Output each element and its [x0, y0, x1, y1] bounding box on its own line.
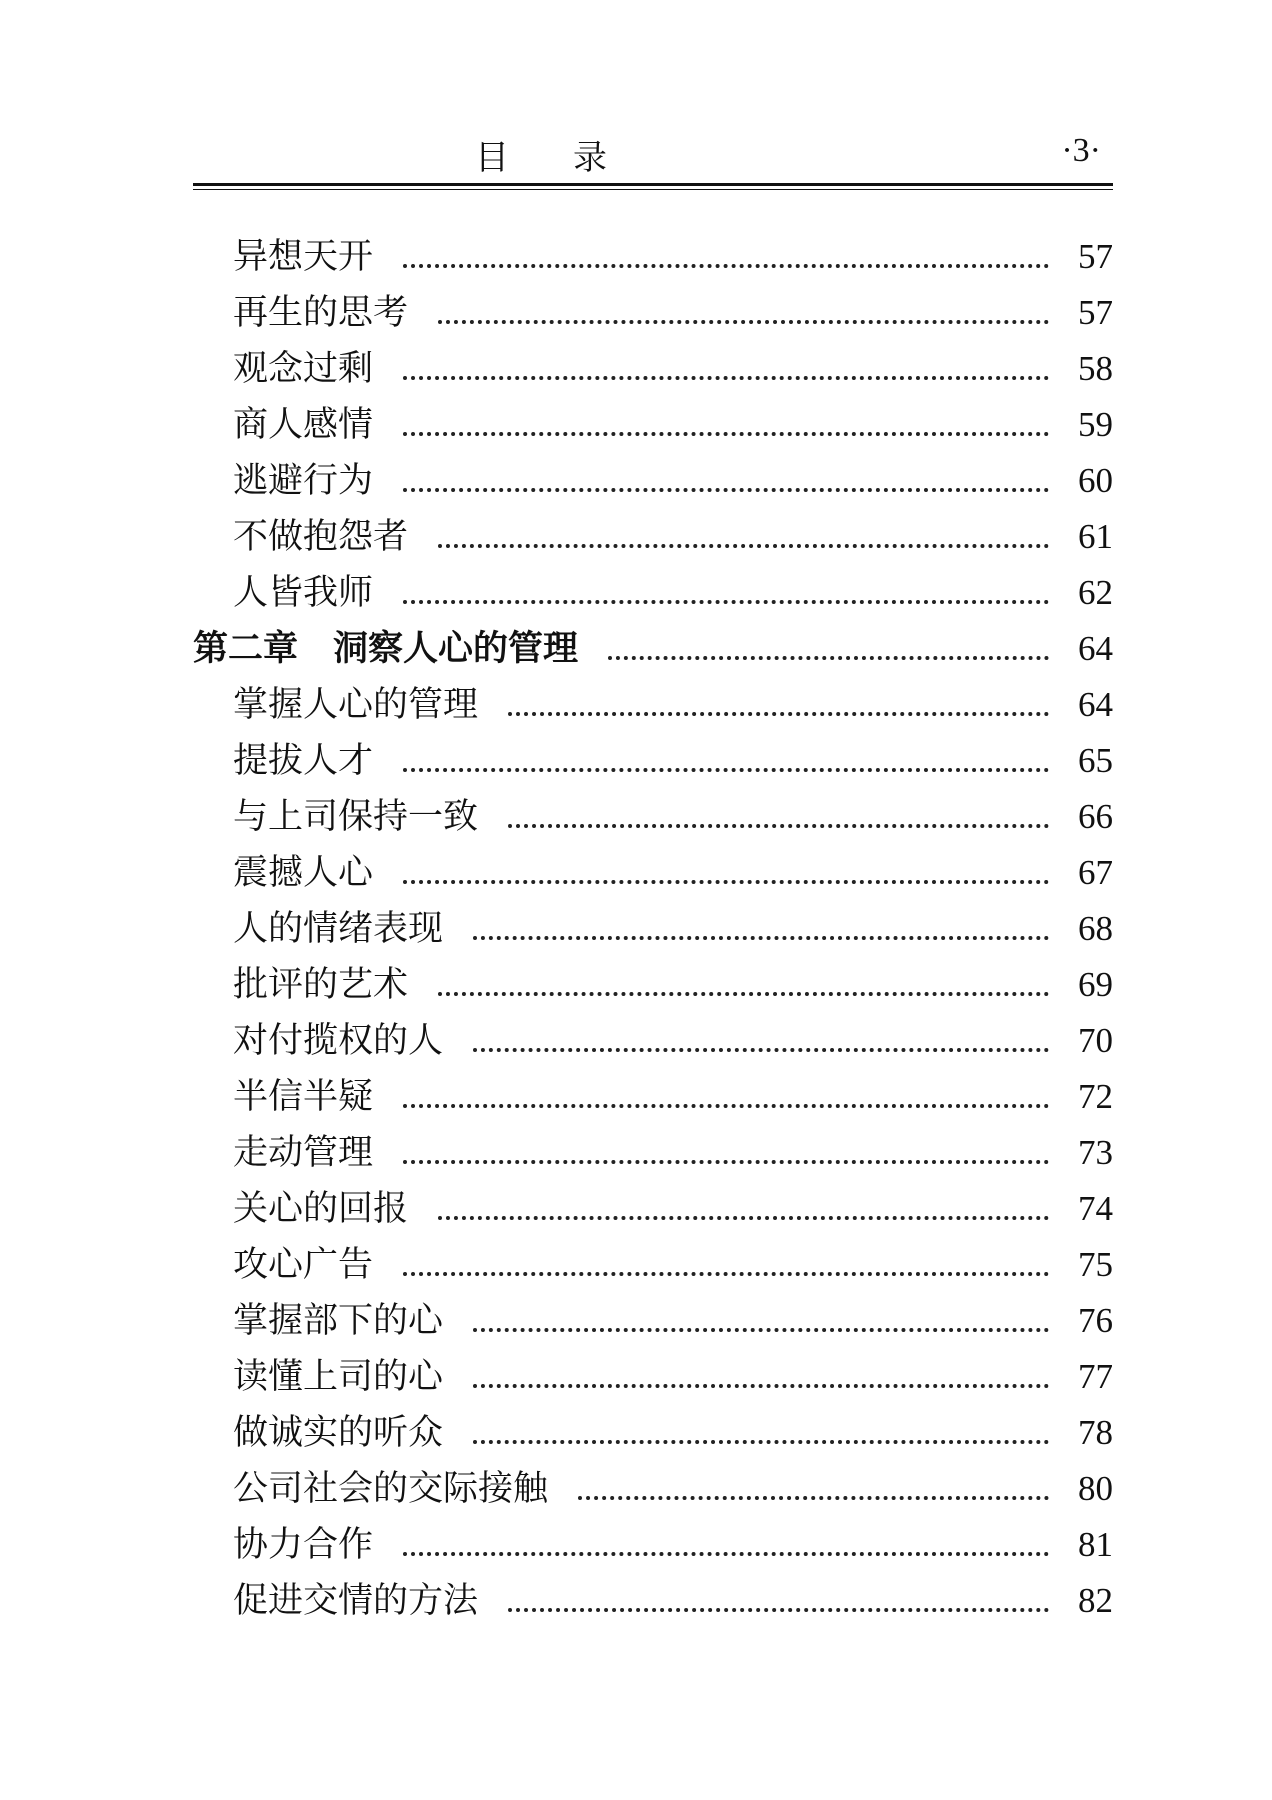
dot-leader [403, 1272, 1049, 1276]
dot-leader [403, 1160, 1049, 1164]
dot-leader [403, 264, 1049, 268]
toc-section-entry [193, 502, 1113, 558]
toc-section-entry [193, 390, 1113, 446]
toc-entry-title: 不做抱怨者 [233, 517, 409, 557]
dot-leader [508, 1608, 1049, 1612]
toc-entry-page-number: 72 [1078, 1077, 1113, 1116]
dot-leader [508, 824, 1049, 828]
dot-leader [508, 712, 1049, 716]
toc-section-entry [193, 950, 1113, 1006]
dot-leader [578, 1496, 1049, 1500]
toc-entry-title: 逃避行为 [233, 461, 374, 501]
toc-entry-page-number: 57 [1078, 293, 1113, 332]
toc-section-entry [193, 1006, 1113, 1062]
toc-section-entry [193, 894, 1113, 950]
toc-section-entry [193, 782, 1113, 838]
header-title: 目录 [475, 138, 671, 178]
toc-entry-page-number: 58 [1078, 349, 1113, 388]
toc-entry-title: 震撼人心 [233, 853, 374, 893]
running-header [193, 120, 1113, 180]
dot-leader [608, 656, 1049, 660]
toc-entry-page-number: 80 [1078, 1469, 1113, 1508]
dot-leader [403, 1552, 1049, 1556]
toc-entry-page-number: 67 [1078, 853, 1113, 892]
toc-entry-page-number: 68 [1078, 909, 1113, 948]
toc-entry-page-number: 73 [1078, 1133, 1113, 1172]
toc-section-entry [193, 1454, 1113, 1510]
toc-entry-page-number: 76 [1078, 1301, 1113, 1340]
toc-entry-title: 促进交情的方法 [233, 1581, 479, 1621]
toc-section-entry [193, 1174, 1113, 1230]
toc-entry-title: 掌握人心的管理 [233, 685, 479, 725]
toc-entry-page-number: 74 [1078, 1189, 1113, 1228]
toc-entry-page-number: 59 [1078, 405, 1113, 444]
dot-leader [403, 1104, 1049, 1108]
toc-section-entry [193, 334, 1113, 390]
toc-section-entry [193, 1398, 1113, 1454]
dot-leader [438, 320, 1049, 324]
dot-leader [403, 880, 1049, 884]
toc-entry-title: 人的情绪表现 [233, 909, 444, 949]
toc-entry-page-number: 65 [1078, 741, 1113, 780]
header-rule [193, 183, 1113, 186]
toc-section-entry [193, 1510, 1113, 1566]
dot-leader [473, 1328, 1049, 1332]
toc-entry-page-number: 70 [1078, 1021, 1113, 1060]
toc-section-entry [193, 1118, 1113, 1174]
dot-leader [403, 600, 1049, 604]
dot-leader [473, 1384, 1049, 1388]
table-of-contents [193, 222, 1113, 1622]
toc-entry-title: 再生的思考 [233, 293, 409, 333]
toc-section-entry [193, 1566, 1113, 1622]
dot-leader [403, 376, 1049, 380]
toc-section-entry [193, 1286, 1113, 1342]
toc-entry-page-number: 78 [1078, 1413, 1113, 1452]
header-page-number: ·3· [1061, 132, 1101, 169]
toc-entry-page-number: 64 [1078, 685, 1113, 724]
dot-leader [473, 1048, 1049, 1052]
toc-entry-title: 对付揽权的人 [233, 1021, 444, 1061]
toc-section-entry [193, 1230, 1113, 1286]
dot-leader [473, 936, 1049, 940]
toc-entry-title: 掌握部下的心 [233, 1301, 444, 1341]
toc-section-entry [193, 1342, 1113, 1398]
toc-entry-page-number: 82 [1078, 1581, 1113, 1620]
toc-section-entry [193, 726, 1113, 782]
dot-leader [473, 1440, 1049, 1444]
dot-leader [438, 1216, 1049, 1220]
dot-leader [403, 432, 1049, 436]
toc-entry-title: 做诚实的听众 [233, 1413, 444, 1453]
toc-section-entry [193, 1062, 1113, 1118]
toc-section-entry [193, 670, 1113, 726]
toc-entry-page-number: 69 [1078, 965, 1113, 1004]
toc-entry-title: 异想天开 [233, 237, 374, 277]
toc-entry-page-number: 66 [1078, 797, 1113, 836]
toc-section-entry [193, 278, 1113, 334]
toc-entry-title: 观念过剩 [233, 349, 374, 389]
toc-entry-page-number: 61 [1078, 517, 1113, 556]
toc-section-entry [193, 558, 1113, 614]
toc-section-entry [193, 222, 1113, 278]
toc-entry-page-number: 77 [1078, 1357, 1113, 1396]
toc-entry-title: 商人感情 [233, 405, 374, 445]
dot-leader [403, 488, 1049, 492]
toc-entry-title: 关心的回报 [233, 1189, 409, 1229]
toc-entry-page-number: 62 [1078, 573, 1113, 612]
toc-entry-title: 提拔人才 [233, 741, 374, 781]
toc-section-entry [193, 446, 1113, 502]
toc-chapter-entry [193, 614, 1113, 670]
toc-entry-page-number: 64 [1078, 629, 1113, 668]
dot-leader [438, 544, 1049, 548]
toc-entry-page-number: 75 [1078, 1245, 1113, 1284]
toc-entry-title: 协力合作 [233, 1525, 374, 1565]
toc-entry-title: 与上司保持一致 [233, 797, 479, 837]
toc-entry-title: 批评的艺术 [233, 965, 409, 1005]
dot-leader [438, 992, 1049, 996]
toc-entry-title: 公司社会的交际接触 [233, 1469, 549, 1509]
toc-entry-title: 攻心广告 [233, 1245, 374, 1285]
toc-entry-page-number: 81 [1078, 1525, 1113, 1564]
header-rule-thin [193, 189, 1113, 190]
toc-entry-page-number: 57 [1078, 237, 1113, 276]
toc-entry-title: 第二章 洞察人心的管理 [193, 628, 579, 669]
toc-entry-title: 半信半疑 [233, 1077, 374, 1117]
dot-leader [403, 768, 1049, 772]
toc-entry-title: 走动管理 [233, 1133, 374, 1173]
toc-section-entry [193, 838, 1113, 894]
toc-entry-title: 人皆我师 [233, 573, 374, 613]
toc-entry-title: 读懂上司的心 [233, 1357, 444, 1397]
toc-entry-page-number: 60 [1078, 461, 1113, 500]
